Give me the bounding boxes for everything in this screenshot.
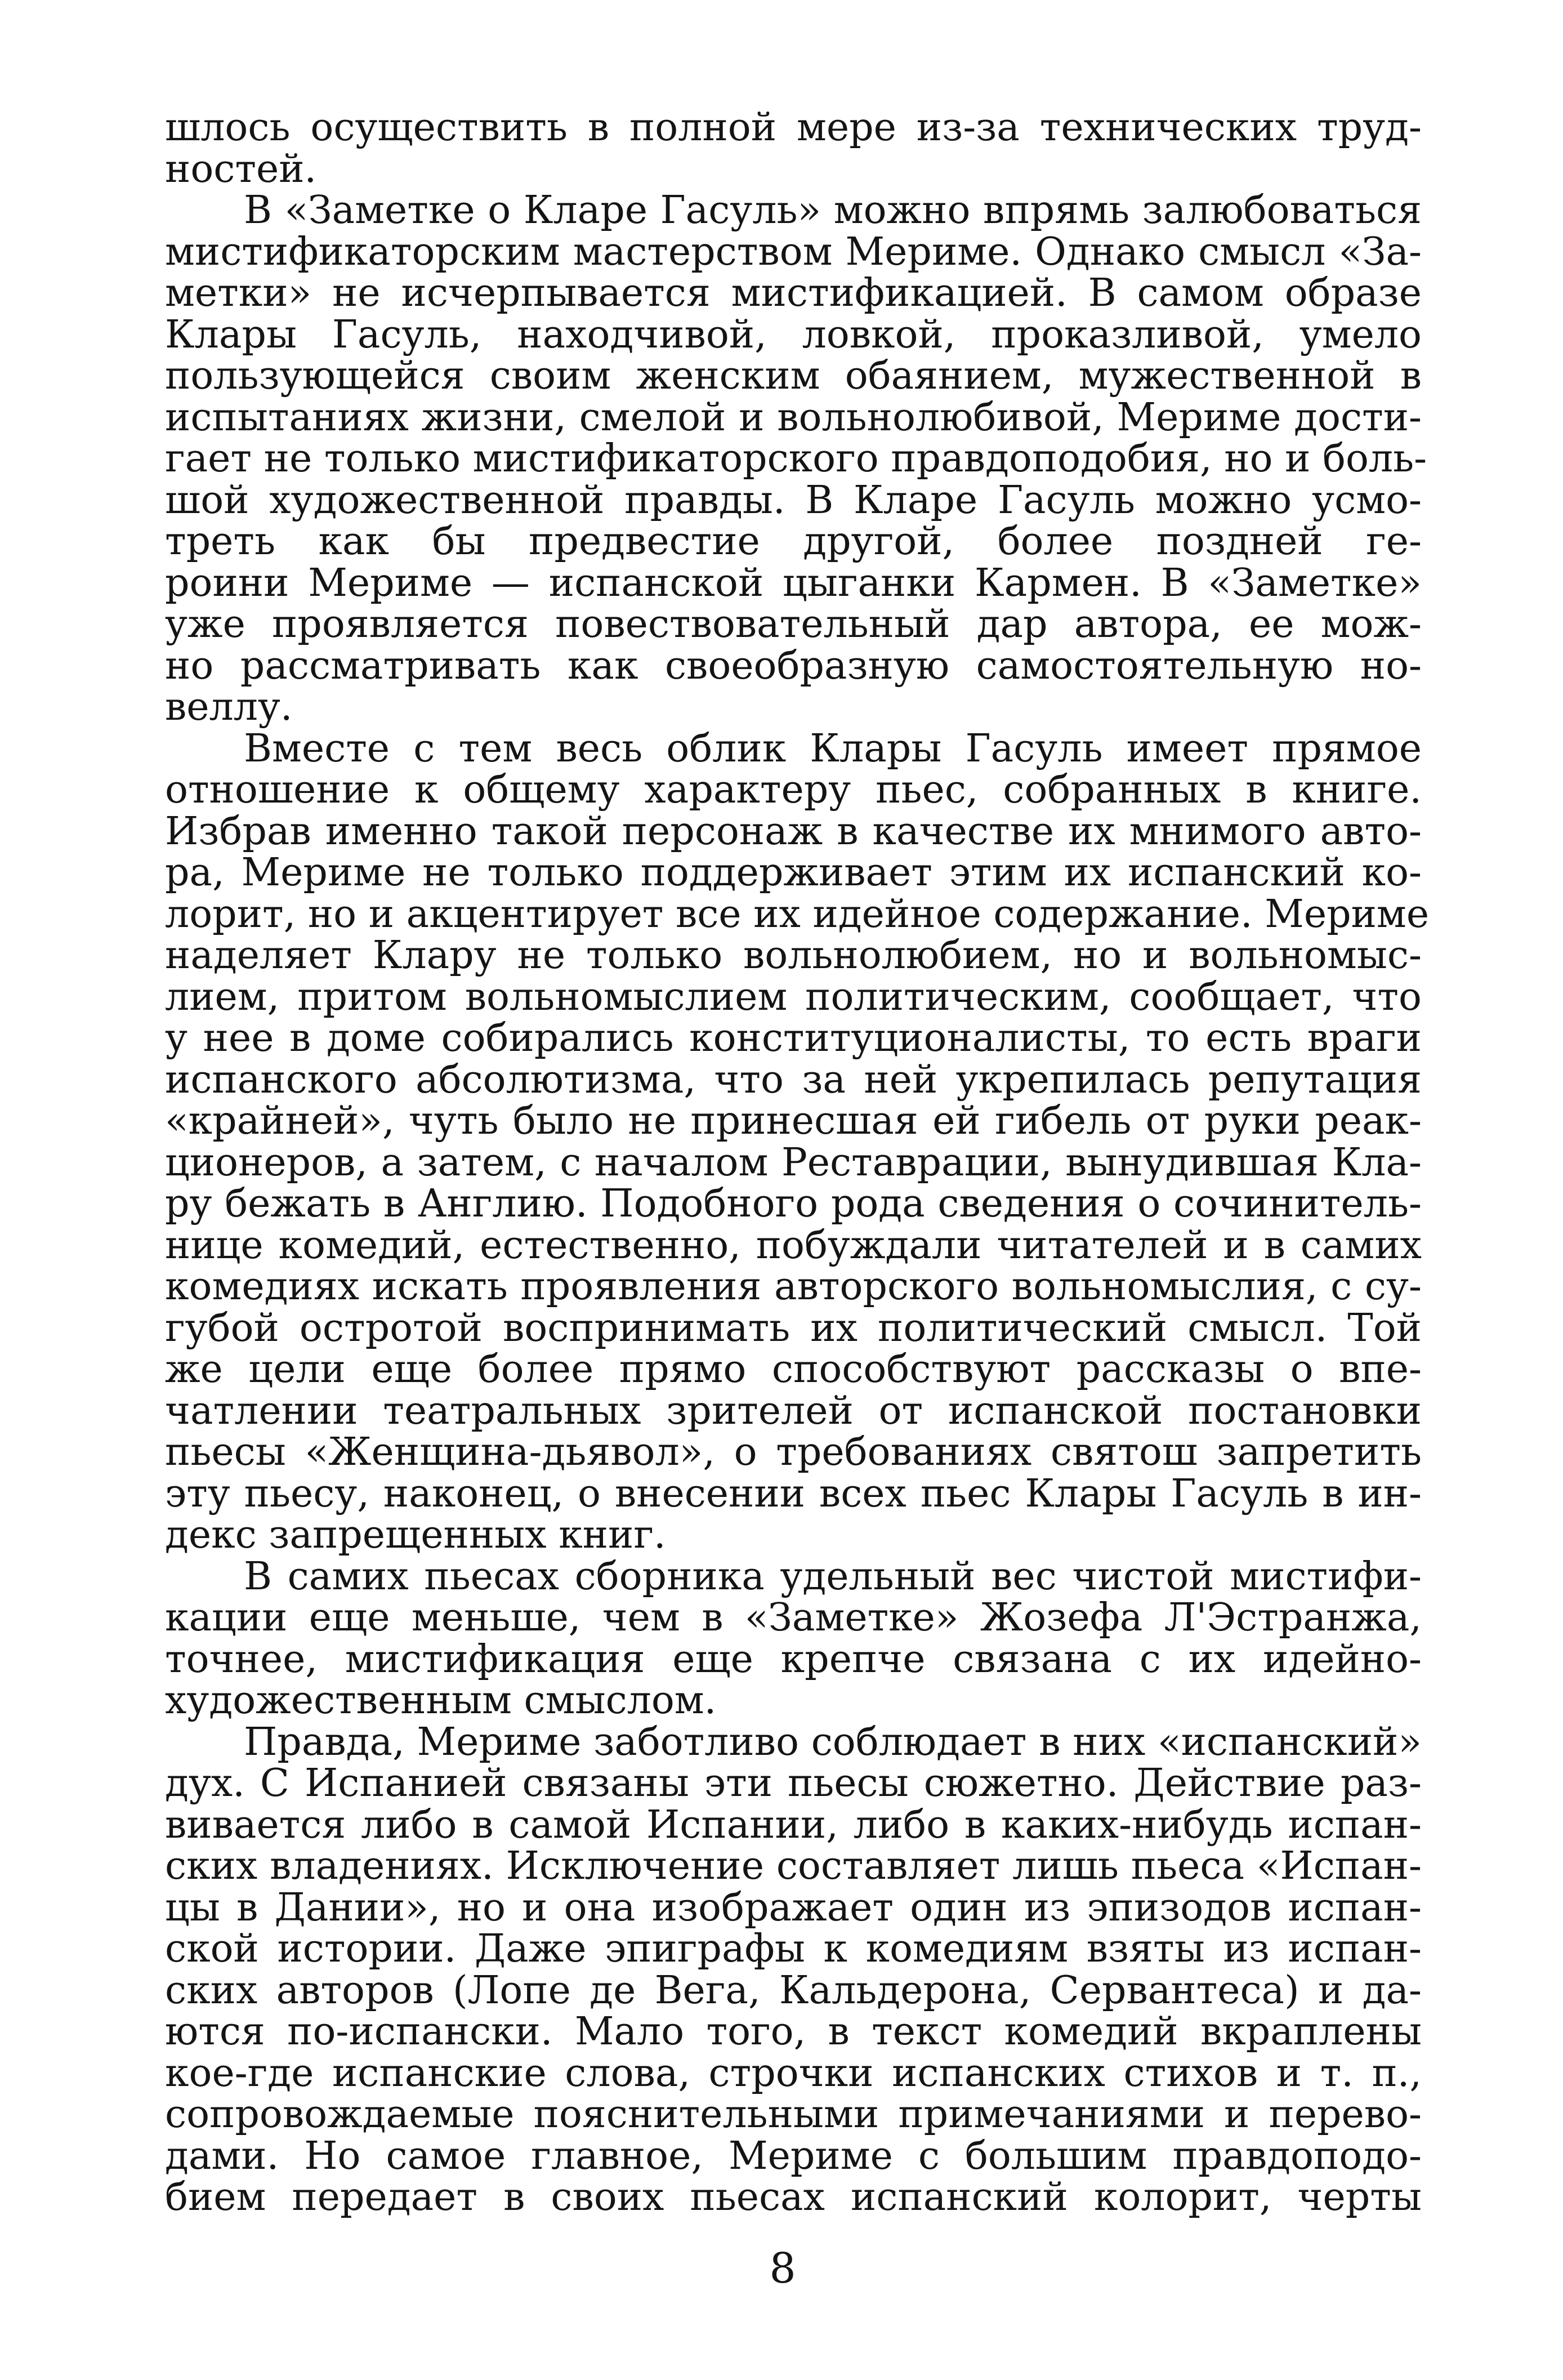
text-line: метки» не исчерпывается мистификацией. В самом образе	[165, 271, 1422, 315]
body-text	[165, 105, 1430, 2219]
text-line: бием передает в своих пьесах испанский колорит, черты	[165, 2175, 1422, 2219]
text-line: ру бежать в Англию. Подобного рода сведения о сочинитель-	[165, 1182, 1422, 1226]
text-line: же цели еще более прямо способствуют рассказы о впе-	[165, 1347, 1422, 1392]
text-line: ционеров, а затем, с началом Реставрации, вынудившая Кла-	[165, 1140, 1422, 1185]
text-line: чатлении театральных зрителей от испанской постановки	[165, 1388, 1422, 1433]
text-line: ских владениях. Исключение составляет лишь пьеса «Испан-	[165, 1844, 1422, 1888]
text-line: Клары Гасуль, находчивой, ловкой, проказливой, умело	[165, 312, 1422, 357]
text-line: Избрав именно такой персонаж в качестве их мнимого авто-	[165, 809, 1422, 854]
page-number: 8	[769, 2244, 796, 2293]
text-line: наделяет Клару не только вольнолюбием, но и вольномыс-	[165, 933, 1422, 978]
text-line: ются по-испански. Мало того, в текст комедий вкраплены	[165, 2009, 1422, 2054]
text-line: сопровождаемые пояснительными примечаниями и перево-	[165, 2092, 1422, 2137]
text-line: кации еще меньше, чем в «Заметке» Жозефа Л'Эстранжа,	[165, 1595, 1422, 1640]
text-line: ностей.	[165, 146, 317, 191]
text-line: отношение к общему характеру пьес, собранных в книге.	[165, 768, 1422, 812]
text-line: у нее в доме собирались конституционалисты, то есть враги	[165, 1016, 1422, 1060]
text-line: роини Мериме — испанской цыганки Кармен. В «Заметке»	[165, 560, 1422, 605]
text-line: пьесы «Женщина-дьявол», о требованиях святош запретить	[165, 1430, 1422, 1474]
text-line: но рассматривать как своеобразную самостоятельную но-	[165, 643, 1422, 688]
text-line: ских авторов (Лопе де Вега, Кальдерона, Сервантеса) и да-	[165, 1968, 1422, 2013]
text-line: треть как бы предвестие другой, более поздней ге-	[165, 519, 1422, 564]
text-line: уже проявляется повествовательный дар автора, ее мож-	[165, 602, 1422, 647]
text-line: мистификаторским мастерством Мериме. Однако смысл «За-	[165, 229, 1422, 274]
text-line: В «Заметке о Кларе Гасуль» можно впрямь залюбоваться	[244, 188, 1422, 233]
text-line: кое-где испанские слова, строчки испанских стихов и т. п.,	[165, 2051, 1422, 2096]
text-line: В самих пьесах сборника удельный вес чистой мистифи-	[244, 1554, 1422, 1599]
text-line: Правда, Мериме заботливо соблюдает в них «испанский»	[244, 1719, 1422, 1764]
text-line: шой художественной правды. В Кларе Гасуль можно усмо-	[165, 478, 1422, 523]
text-line: дух. С Испанией связаны эти пьесы сюжетно. Действие раз-	[165, 1761, 1422, 1806]
text-line: художественным смыслом.	[165, 1678, 717, 1723]
text-line: вивается либо в самой Испании, либо в каких-нибудь испан-	[165, 1802, 1422, 1847]
text-line: ра, Мериме не только поддерживает этим их испанский ко-	[165, 850, 1422, 895]
text-line: дами. Но самое главное, Мериме с большим правдоподо-	[165, 2133, 1422, 2178]
text-line: веллу.	[165, 685, 293, 729]
text-line: лием, притом вольномыслием политическим, сообщает, что	[165, 974, 1422, 1019]
text-line: испанского абсолютизма, что за ней укрепилась репутация	[165, 1057, 1422, 1102]
text-line: лорит, но и акцентирует все их идейное содержание. Мериме	[165, 892, 1430, 937]
text-line: точнее, мистификация еще крепче связана с их идейно-	[165, 1637, 1422, 1682]
text-line: цы в Дании», но и она изображает один из эпизодов испан-	[165, 1885, 1422, 1930]
text-line: эту пьесу, наконец, о внесении всех пьес Клары Гасуль в ин-	[165, 1471, 1422, 1516]
text-line: гает не только мистификаторского правдоподобия, но и боль-	[165, 436, 1427, 481]
text-line: испытаниях жизни, смелой и вольнолюбивой, Мериме дости-	[165, 395, 1422, 440]
text-line: нице комедий, естественно, побуждали читателей и в самих	[165, 1223, 1422, 1268]
text-line: комедиях искать проявления авторского вольномыслия, с су-	[165, 1264, 1422, 1309]
text-line: пользующейся своим женским обаянием, мужественной в	[165, 354, 1422, 398]
text-line: Вместе с тем весь облик Клары Гасуль имеет прямое	[244, 726, 1422, 771]
text-line: декс запрещенных книг.	[165, 1513, 666, 1557]
text-line: «крайней», чуть было не принесшая ей гибель от руки реак-	[165, 1099, 1422, 1143]
text-line: шлось осуществить в полной мере из-за технических труд-	[165, 105, 1422, 150]
text-line: губой остротой воспринимать их политический смысл. Той	[165, 1305, 1422, 1351]
text-line: ской истории. Даже эпиграфы к комедиям взяты из испан-	[165, 1927, 1422, 1971]
